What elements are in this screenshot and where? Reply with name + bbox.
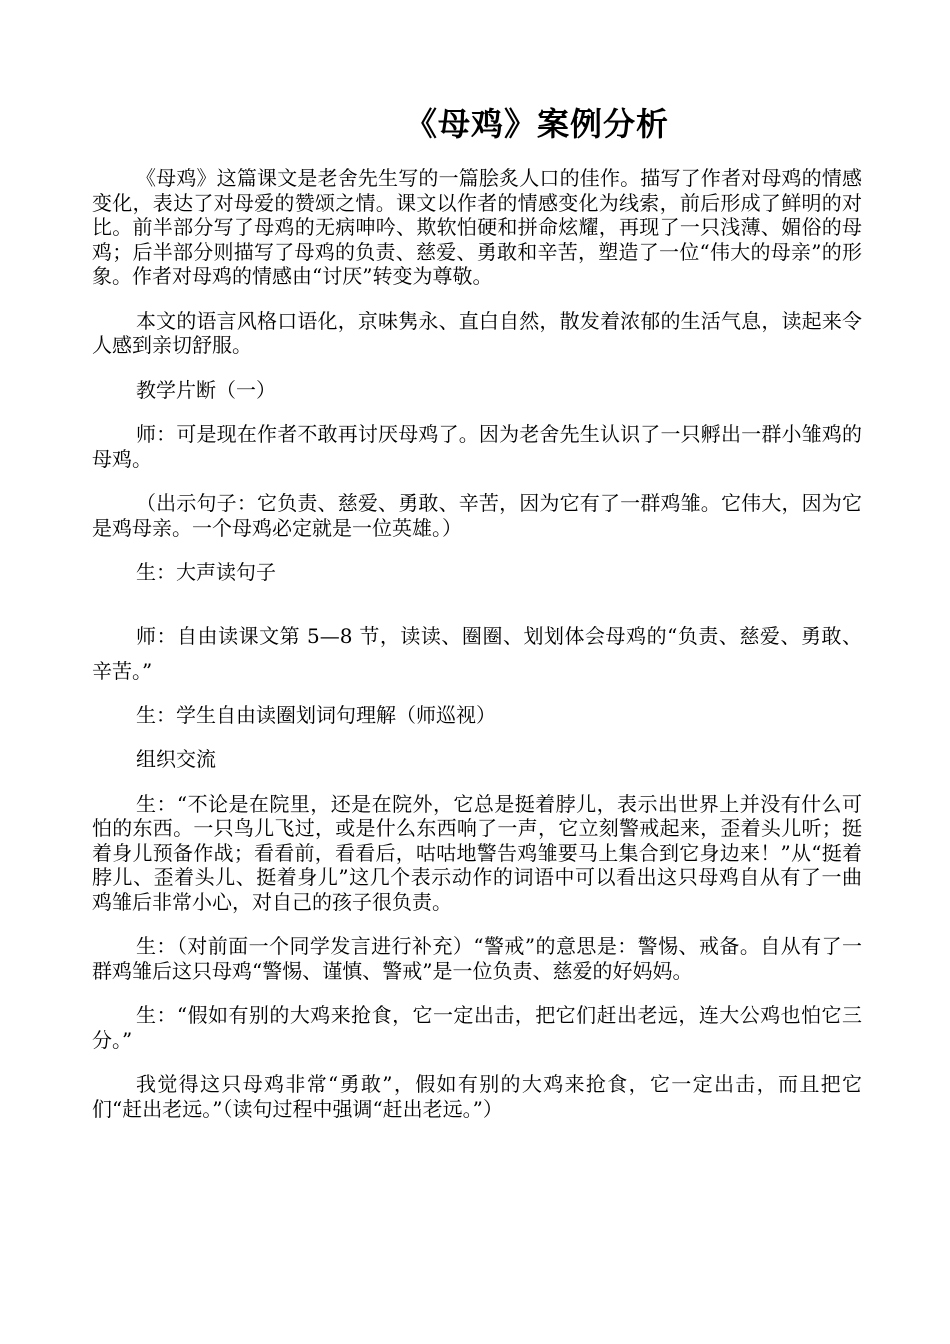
language-style-paragraph: 本文的语言风格口语化，京味隽永、直白自然，散发着浓郁的生活气息，读起来令人感到亲切舒服。 [92,308,862,357]
student-line-1: 生：大声读句子 [136,560,276,584]
teacher-line-2: 师：自由读课文第 5—8 节，读读、圈圈、划划体会母鸡的“负责、慈爱、勇敢、辛苦。” [92,623,862,683]
teacher-line-1: 师：可是现在作者不敢再讨厌母鸡了。因为老舍先生认识了一只孵出一群小雏鸡的母鸡。 [92,422,862,471]
document-page [92,96,862,1141]
student-line-5: 生：“假如有别的大鸡来抢食，它一定出击，把它们赶出老远，连大公鸡也怕它三分。” [92,1003,862,1052]
student-line-2: 生：学生自由读圈划词句理解（师巡视） [136,702,496,727]
section-heading: 教学片断（一） [136,377,276,402]
brave-paragraph: 我觉得这只母鸡非常“勇敢”，假如有别的大鸡来抢食，它一定出击，而且把它们“赶出老远。”（读句过程中强调“赶出老远。”） [92,1072,862,1121]
organize-exchange: 组织交流 [136,747,216,771]
intro-paragraph: 《母鸡》这篇课文是老舍先生写的一篇脍炙人口的佳作。描写了作者对母鸡的情感变化，表达了对母爱的赞颂之情。课文以作者的情感变化为线索，前后形成了鲜明的对比。前半部分写了母鸡的无病呻吟、欺软怕硬和拼命炫耀，再现了一只浅薄、媚俗的母鸡；后半部分则描写了母鸡的负责、慈爱、勇敢和辛苦，塑造了一位“伟大的母亲”的形象。作者对母鸡的情感由“讨厌”转变为尊敬。 [92,166,862,288]
sentence-display: （出示句子：它负责、慈爱、勇敢、辛苦，因为它有了一群鸡雏。它伟大，因为它是鸡母亲。一个母鸡必定就是一位英雄。） [92,491,862,540]
student-line-4: 生：（对前面一个同学发言进行补充）“警戒”的意思是：警惕、戒备。自从有了一群鸡雏后这只母鸡“警惕、谨慎、警戒”是一位负责、慈爱的好妈妈。 [92,934,862,983]
document-title: 《母鸡》案例分析 [404,105,669,143]
student-line-3: 生：“不论是在院里，还是在院外，它总是挺着脖儿，表示出世界上并没有什么可怕的东西。一只鸟儿飞过，或是什么东西响了一声，它立刻警戒起来，歪着头儿听；挺着身儿预备作战；看看前，看看后，咕咕地警告鸡雏要马上集合到它身边来！”从“挺着脖儿、歪着头儿、挺着身儿”这几个表示动作的词语中可以看出这只母鸡自从有了一曲鸡雏后非常小心，对自己的孩子很负责。 [92,791,862,914]
